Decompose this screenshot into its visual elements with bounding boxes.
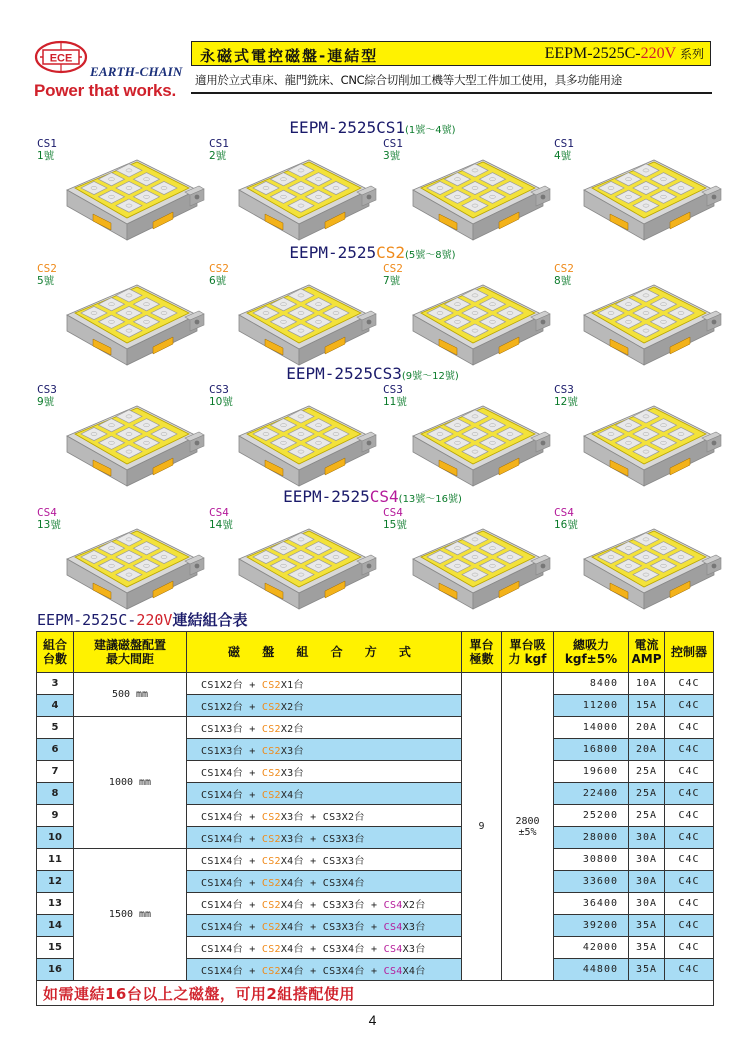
magnetic-chuck-image xyxy=(403,388,553,494)
cell-count: 3 xyxy=(37,673,74,695)
unit-number: 15號 xyxy=(383,519,407,531)
cell-current: 20A xyxy=(629,717,665,739)
combination-table xyxy=(36,631,714,1006)
unit-code: CS1 xyxy=(554,137,574,150)
unit-number: 2號 xyxy=(209,150,227,162)
cell-controller: C4C xyxy=(665,673,714,695)
cell-controller: C4C xyxy=(665,783,714,805)
chuck-unit xyxy=(37,384,207,496)
unit-code: CS2 xyxy=(554,262,574,275)
cell-count: 9 xyxy=(37,805,74,827)
magnetic-chuck-image xyxy=(229,267,379,373)
header-unit-force: 單台吸 力 kgf xyxy=(502,632,554,673)
cell-count: 5 xyxy=(37,717,74,739)
header-method: 磁 盤 組 合 方 式 xyxy=(187,632,462,673)
magnetic-chuck-image xyxy=(403,511,553,617)
cell-distance: 1000 mm xyxy=(74,717,187,849)
unit-code: CS4 xyxy=(383,506,403,519)
model-name xyxy=(545,45,704,63)
unit-number: 9號 xyxy=(37,396,55,408)
cell-count: 12 xyxy=(37,871,74,893)
series-range: (9號～12號) xyxy=(401,371,459,382)
table-title-voltage: 220V xyxy=(136,611,173,629)
model-suffix: 系列 xyxy=(676,47,704,61)
company-logo xyxy=(34,40,184,102)
series-heading-cs2 xyxy=(0,243,745,262)
cell-controller: C4C xyxy=(665,849,714,871)
cell-method: CS1X4台 + CS2X4台 + CS3X3台 + CS4X3台 xyxy=(187,915,462,937)
cell-controller: C4C xyxy=(665,959,714,981)
chuck-unit xyxy=(37,138,207,250)
page-number: 4 xyxy=(368,1012,377,1028)
cell-count: 7 xyxy=(37,761,74,783)
ece-emblem-icon xyxy=(34,40,88,74)
magnetic-chuck-image xyxy=(57,388,207,494)
unit-code: CS3 xyxy=(37,383,57,396)
series-code: CS2 xyxy=(376,243,406,262)
chuck-unit xyxy=(209,138,379,250)
emblem-text: ECE xyxy=(49,52,73,65)
cell-controller: C4C xyxy=(665,717,714,739)
series-code: CS3 xyxy=(372,364,402,383)
cell-total-force: 28000 xyxy=(554,827,629,849)
chuck-unit xyxy=(383,138,553,250)
header-poles: 單台 極數 xyxy=(462,632,502,673)
series-range: (1號～4號) xyxy=(405,125,456,136)
magnetic-chuck-image xyxy=(57,142,207,248)
magnetic-chuck-image xyxy=(574,142,724,248)
series-code: CS1 xyxy=(376,118,406,137)
cell-current: 30A xyxy=(629,871,665,893)
unit-code: CS3 xyxy=(383,383,403,396)
series-range: (13號～16號) xyxy=(398,494,462,505)
cell-total-force: 44800 xyxy=(554,959,629,981)
cell-count: 13 xyxy=(37,893,74,915)
chuck-unit xyxy=(209,263,379,375)
table-title-prefix: EEPM-2525C- xyxy=(37,611,137,629)
cell-count: 16 xyxy=(37,959,74,981)
magnetic-chuck-image xyxy=(229,388,379,494)
unit-code: CS3 xyxy=(554,383,574,396)
series-prefix: EEPM-2525 xyxy=(286,364,373,383)
unit-number: 13號 xyxy=(37,519,61,531)
chuck-unit xyxy=(554,138,724,250)
unit-number: 1號 xyxy=(37,150,55,162)
cell-method: CS1X2台 + CS2X1台 xyxy=(187,673,462,695)
unit-code: CS4 xyxy=(554,506,574,519)
company-name: EARTH-CHAIN xyxy=(90,64,183,79)
cell-total-force: 11200 xyxy=(554,695,629,717)
unit-code: CS2 xyxy=(37,262,57,275)
cell-current: 15A xyxy=(629,695,665,717)
chuck-unit xyxy=(554,263,724,375)
cell-total-force: 8400 xyxy=(554,673,629,695)
magnetic-chuck-image xyxy=(403,142,553,248)
series-prefix: EEPM-2525 xyxy=(289,243,377,262)
cell-count: 10 xyxy=(37,827,74,849)
cell-total-force: 36400 xyxy=(554,893,629,915)
header-controller: 控制器 xyxy=(665,632,714,673)
cell-total-force: 16800 xyxy=(554,739,629,761)
unit-number: 4號 xyxy=(554,150,572,162)
unit-code: CS1 xyxy=(209,137,229,150)
cell-method: CS1X4台 + CS2X4台 xyxy=(187,783,462,805)
cell-count: 8 xyxy=(37,783,74,805)
table-row xyxy=(37,849,714,871)
cell-current: 35A xyxy=(629,959,665,981)
divider xyxy=(191,92,712,94)
cell-unit-force: 2800 ±5% xyxy=(502,673,554,981)
table-note: 如需連結16台以上之磁盤，可用2組搭配使用 xyxy=(37,981,714,1006)
cell-current: 20A xyxy=(629,739,665,761)
unit-code: CS4 xyxy=(209,506,229,519)
series-prefix: EEPM-2525 xyxy=(283,487,370,506)
unit-number: 5號 xyxy=(37,275,55,287)
model-voltage: 220V xyxy=(640,45,677,62)
series-heading-cs4 xyxy=(0,487,745,506)
cell-method: CS1X4台 + CS2X4台 + CS3X3台 + CS4X2台 xyxy=(187,893,462,915)
chuck-unit xyxy=(209,384,379,496)
chuck-unit xyxy=(37,263,207,375)
cell-count: 11 xyxy=(37,849,74,871)
magnetic-chuck-image xyxy=(403,267,553,373)
cell-controller: C4C xyxy=(665,761,714,783)
unit-code: CS3 xyxy=(209,383,229,396)
cell-method: CS1X4台 + CS2X3台 + CS3X2台 xyxy=(187,805,462,827)
header-total-force: 總吸力 kgf±5% xyxy=(554,632,629,673)
table-title xyxy=(37,609,247,630)
series-code: CS4 xyxy=(369,487,399,506)
cell-count: 15 xyxy=(37,937,74,959)
unit-number: 6號 xyxy=(209,275,227,287)
cell-poles: 9 xyxy=(462,673,502,981)
cell-method: CS1X2台 + CS2X2台 xyxy=(187,695,462,717)
cell-current: 25A xyxy=(629,805,665,827)
header-count: 組合 台數 xyxy=(37,632,74,673)
unit-number: 14號 xyxy=(209,519,233,531)
cell-total-force: 19600 xyxy=(554,761,629,783)
unit-code: CS2 xyxy=(209,262,229,275)
cell-count: 4 xyxy=(37,695,74,717)
chuck-unit xyxy=(209,507,379,619)
cell-total-force: 39200 xyxy=(554,915,629,937)
cell-controller: C4C xyxy=(665,827,714,849)
cell-total-force: 33600 xyxy=(554,871,629,893)
cell-current: 35A xyxy=(629,915,665,937)
cell-method: CS1X3台 + CS2X3台 xyxy=(187,739,462,761)
cell-total-force: 25200 xyxy=(554,805,629,827)
unit-number: 3號 xyxy=(383,150,401,162)
chuck-unit xyxy=(554,384,724,496)
cell-controller: C4C xyxy=(665,739,714,761)
cell-count: 6 xyxy=(37,739,74,761)
unit-number: 7號 xyxy=(383,275,401,287)
unit-code: CS2 xyxy=(383,262,403,275)
magnetic-chuck-image xyxy=(574,267,724,373)
chuck-unit xyxy=(383,507,553,619)
cell-total-force: 14000 xyxy=(554,717,629,739)
magnetic-chuck-image xyxy=(574,388,724,494)
header-distance: 建議磁盤配置 最大間距 xyxy=(74,632,187,673)
page-title: 永磁式電控磁盤-連結型 xyxy=(200,47,379,65)
cell-method: CS1X4台 + CS2X4台 + CS3X4台 + CS4X3台 xyxy=(187,937,462,959)
cell-current: 25A xyxy=(629,761,665,783)
cell-controller: C4C xyxy=(665,871,714,893)
company-tagline: Power that works. xyxy=(34,81,177,100)
cell-current: 25A xyxy=(629,783,665,805)
cell-count: 14 xyxy=(37,915,74,937)
series-range: (5號～8號) xyxy=(405,250,456,261)
header-current: 電流 AMP xyxy=(629,632,665,673)
table-title-suffix: 連結組合表 xyxy=(172,611,248,629)
cell-current: 30A xyxy=(629,893,665,915)
model-prefix: EEPM-2525C- xyxy=(544,45,641,62)
unit-number: 11號 xyxy=(383,396,407,408)
table-header-row xyxy=(37,632,714,673)
cell-method: CS1X4台 + CS2X3台 + CS3X3台 xyxy=(187,827,462,849)
chuck-unit xyxy=(383,384,553,496)
chuck-unit xyxy=(37,507,207,619)
table-row xyxy=(37,673,714,695)
chuck-unit xyxy=(383,263,553,375)
unit-code: CS1 xyxy=(37,137,57,150)
page-subtitle: 適用於立式車床、龍門銑床、CNC綜合切削加工機等大型工件加工使用，具多功能用途 xyxy=(195,73,622,87)
cell-current: 35A xyxy=(629,937,665,959)
cell-distance: 1500 mm xyxy=(74,849,187,981)
cell-method: CS1X3台 + CS2X2台 xyxy=(187,717,462,739)
unit-number: 10號 xyxy=(209,396,233,408)
cell-total-force: 22400 xyxy=(554,783,629,805)
magnetic-chuck-image xyxy=(57,511,207,617)
cell-controller: C4C xyxy=(665,695,714,717)
note-row xyxy=(37,981,714,1006)
series-heading-cs1 xyxy=(0,118,745,137)
cell-method: CS1X4台 + CS2X4台 + CS3X3台 xyxy=(187,849,462,871)
unit-code: CS1 xyxy=(383,137,403,150)
magnetic-chuck-image xyxy=(574,511,724,617)
unit-number: 8號 xyxy=(554,275,572,287)
unit-number: 16號 xyxy=(554,519,578,531)
cell-controller: C4C xyxy=(665,805,714,827)
unit-number: 12號 xyxy=(554,396,578,408)
chuck-unit xyxy=(554,507,724,619)
cell-controller: C4C xyxy=(665,937,714,959)
cell-method: CS1X4台 + CS2X4台 + CS3X4台 + CS4X4台 xyxy=(187,959,462,981)
series-prefix: EEPM-2525 xyxy=(289,118,377,137)
magnetic-chuck-image xyxy=(229,511,379,617)
cell-current: 30A xyxy=(629,849,665,871)
cell-current: 30A xyxy=(629,827,665,849)
table-row xyxy=(37,717,714,739)
unit-code: CS4 xyxy=(37,506,57,519)
cell-distance: 500 mm xyxy=(74,673,187,717)
cell-total-force: 42000 xyxy=(554,937,629,959)
title-bar xyxy=(191,41,711,66)
cell-method: CS1X4台 + CS2X4台 + CS3X4台 xyxy=(187,871,462,893)
cell-controller: C4C xyxy=(665,893,714,915)
magnetic-chuck-image xyxy=(229,142,379,248)
cell-total-force: 30800 xyxy=(554,849,629,871)
cell-current: 10A xyxy=(629,673,665,695)
magnetic-chuck-image xyxy=(57,267,207,373)
series-heading-cs3 xyxy=(0,364,745,383)
cell-method: CS1X4台 + CS2X3台 xyxy=(187,761,462,783)
cell-controller: C4C xyxy=(665,915,714,937)
